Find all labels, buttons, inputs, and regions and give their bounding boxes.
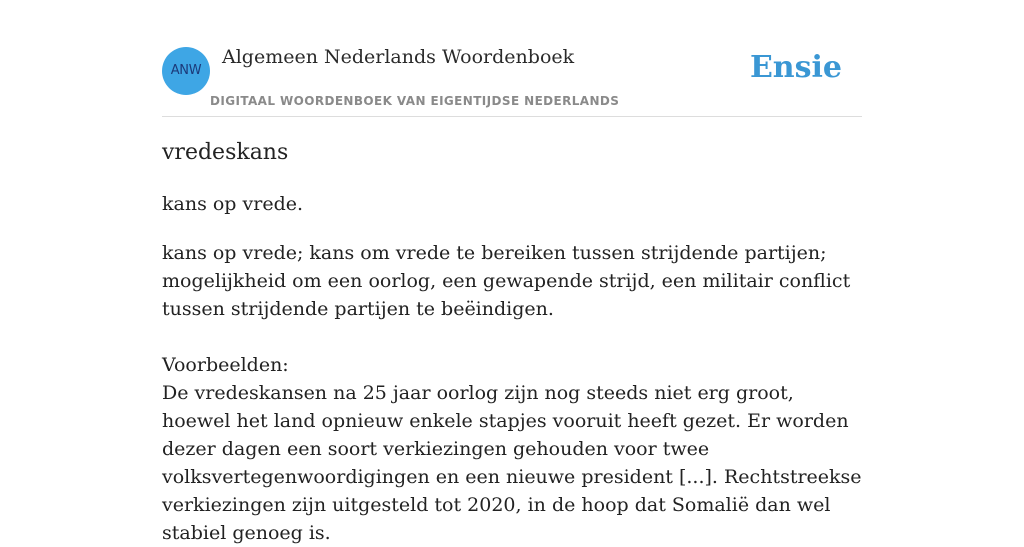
page bbox=[162, 0, 862, 544]
site-subtitle: DIGITAAL WOORDENBOEK VAN EIGENTIJDSE NEDERLANDS bbox=[210, 94, 620, 108]
site-title[interactable]: Algemeen Nederlands Woordenboek bbox=[222, 46, 575, 68]
site-header bbox=[162, 0, 862, 117]
definition: kans op vrede; kans om vrede te bereiken tussen strijdende partijen; mogelijkheid om een oorlog, een gewapende strijd, een militair conflict tussen strijdende partijen te beëindigen. bbox=[162, 242, 851, 320]
ensie-logo[interactable]: Ensie bbox=[749, 50, 842, 85]
examples-label: Voorbeelden: bbox=[162, 354, 289, 376]
spacer bbox=[162, 323, 862, 351]
entry-content bbox=[162, 239, 862, 547]
anw-logo[interactable]: ANW bbox=[162, 47, 210, 95]
example-text: De vredeskansen na 25 jaar oorlog zijn nog steeds niet erg groot, hoewel het land opnieuw enkele stapjes vooruit heeft gezet. Er worden dezer dagen een soort verkiezingen gehouden voor twee volksvertegenwoordigingen en een nieuwe president [...]. Rechtstreekse verkiezingen zijn uitgesteld tot 2020, in de hoop dat Somalië dan wel stabiel genoeg is. bbox=[162, 382, 862, 544]
entry-headword: vredeskans bbox=[162, 140, 289, 165]
short-definition: kans op vrede. bbox=[162, 193, 304, 215]
